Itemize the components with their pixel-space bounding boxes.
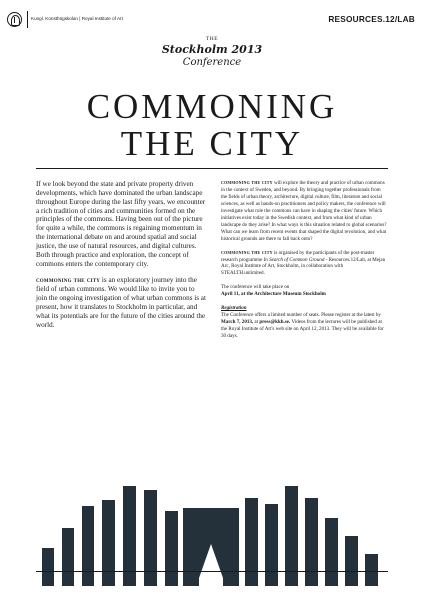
registration-paragraph [221,305,388,340]
left-paragraph-2-lead: commoning the city [36,276,101,285]
registration-body-c: Videos from the lectures will be published at the Royal Institute of Art's web site on April 12, 2013. They will be available for 30 days. [221,319,384,340]
institute-name: Kungl. Konsthögskolan | Royal Institute of Art [31,16,123,21]
registration-body-a: The Conference offers a limited number of seats. Please register at the latest by [221,312,381,319]
heading-the: THE [205,36,219,42]
skyline-bar [325,518,338,586]
right-paragraph-1-lead: commoning the city [221,180,273,186]
venue-date-place: April 11, at the Architecture Museum Stockholm [221,291,326,298]
registration-email-link[interactable]: press@kkh.se. [259,319,291,326]
skyline-bar [365,554,378,586]
main-title-line-1: COMMONING [86,87,338,126]
bottom-divider [36,571,388,572]
programme-name: In Search of Common Ground [263,256,325,263]
skyline-bar [42,548,54,586]
right-paragraph-2-body-b: - Resources.12/Lab, at Mejan Arc, Royal Institute of Art, Stockholm, in collaboration with STEALTH.unlimited. [221,256,386,277]
skyline-bar [82,506,94,586]
registration-deadline: March 7, 2013, [221,319,254,326]
right-paragraph-2 [221,250,388,278]
left-paragraph-1: If we look beyond the state and private property driven developments, which have dominated the urban landscape throughout Europe during the last fifty years, we encounter a rich tradition of cities and communities formed on the principles of the commons. Having been out of the picture for quite a while, the commons is regaining momentum in the international debate on and around spatial and social justice, the use of natural resources, and digital cultures. Both through practice and exploration, the concept of commons enters the contemporary city. [36,180,206,268]
skyline-bar [165,511,178,586]
skyline-bar [345,536,358,586]
header [0,0,424,40]
right-paragraph-1-body: will explore the theory and practice of urban commons in the context of Sweden, and beyond. By bringing together professionals from the fields of urban theory, architecture, digital culture, film, literature and social sciences, as well as hands-on practitioners and policy makers, the conference will investigate what role the commons can have in shaping the cities' future. Which initiatives exist today in the Swedish context, and from what kind of urban landscape do they arise? In what ways is this situation related to global scenarios? What can we learn from recent events that shaped the digital revolution, and what historical grounds are there to fall back onto? [221,180,387,242]
main-title [0,88,424,162]
top-divider [36,168,388,169]
skyline-bar [265,504,278,586]
logo-divider [27,11,28,28]
venue-intro: The conference will take place on [221,284,290,291]
crest-icon [7,12,22,27]
main-title-line-2: THE CITY [120,124,304,163]
right-paragraph-1 [221,180,388,243]
skyline-bar [245,498,258,586]
right-paragraph-3 [221,284,388,298]
left-paragraph-2 [36,276,206,329]
skyline-bar [305,498,318,586]
right-column [221,180,388,347]
heading-conference: Conference [182,57,242,68]
left-column [36,180,206,338]
right-paragraph-2-body-a: is organised by the participants of the post-master research programme [221,249,375,263]
registration-body-b: at [253,319,260,326]
skyline-bar [62,528,74,586]
left-paragraph-2-body: is an exploratory journey into the field of urban commons. We would like to invite you to join the ongoing investigation of what urban commons is at present, how it translates to Stockholm in particular, and what its potentials are for the future of the cities around the world. [36,276,206,329]
heading-stockholm: Stockholm 2013 [161,43,263,56]
registration-title: Registration [221,305,247,312]
conference-heading [0,36,424,68]
skyline-bar [102,500,115,586]
right-paragraph-2-lead: commoning the city [221,249,273,256]
brand-name: RESOURCES.12/LAB [328,14,415,24]
